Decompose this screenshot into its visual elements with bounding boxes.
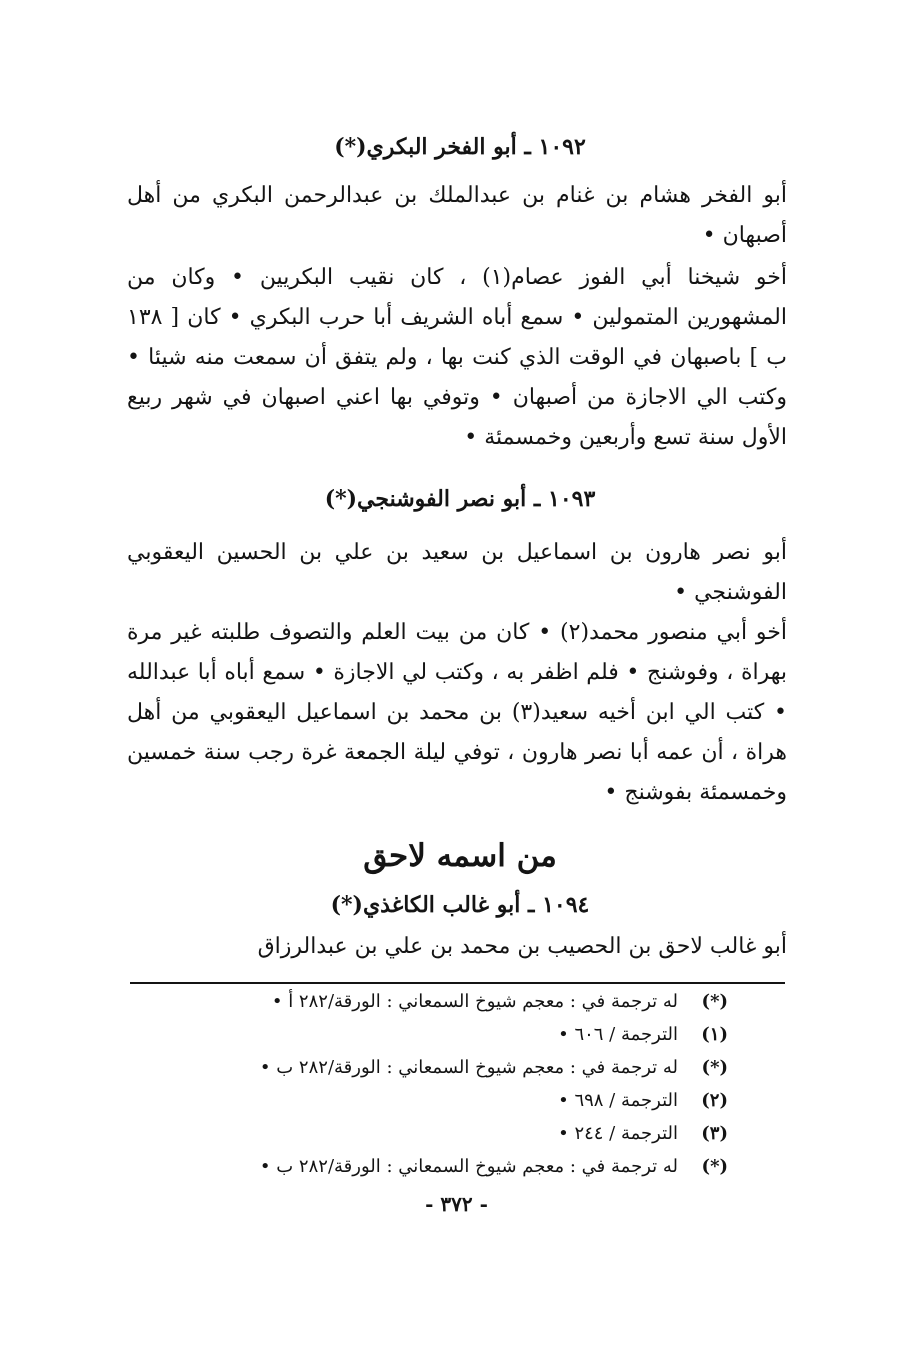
- footnote-mark: (*): [701, 991, 728, 1012]
- footnote-text: له ترجمة في : معجم شيوخ السمعاني : الورقة/٢٨٢ ب •: [259, 1156, 678, 1177]
- entry-1094-name-line: أبو غالب لاحق بن الحصيب بن محمد بن علي بن عبدالرزاق: [257, 934, 787, 959]
- footnote-text: الترجمة / ٦٩٨ •: [558, 1090, 678, 1111]
- page-number: - ٣٧٢ -: [425, 1192, 488, 1216]
- entry-1093-bio-paragraph: أخو أبي منصور محمد(٢) • كان من بيت العلم والتصوف طلبته غير مرة بهراة ، وفوشنج • فلم اظفر به ، وكتب لي الاجازة • سمع أباه أبا عبدالله • كتب الي ابن أخيه سعيد(٣) بن محمد بن اسماعيل اليعقوبي من أهل هراة ، أن عمه أبا نصر هارون ، توفي ليلة الجمعة غرة رجب سنة خمسين وخمسمئة بفوشنج •: [127, 620, 787, 805]
- entry-1092-heading: ١٠٩٢ ـ أبو الفخر البكري(*): [334, 134, 586, 160]
- entry-1092-bio-paragraph: أخو شيخنا أبي الفوز عصام(١) ، كان نقيب البكريين • وكان من المشهورين المتمولين • سمع أباه الشريف أبا حرب البكري • كان [ ١٣٨ ب ] باصبهان في الوقت الذي كنت بها ، ولم يتفق أن سمعت منه شيئا • وكتب الي الاجازة من أصبهان • وتوفي بها اعني اصبهان في شهر ربيع الأول سنة تسع وأربعين وخمسمئة •: [127, 265, 787, 450]
- footnote-item: [128, 1084, 728, 1117]
- footnote-mark: (*): [701, 1057, 728, 1078]
- entry-1093-heading: ١٠٩٣ ـ أبو نصر الفوشنجي(*): [324, 486, 596, 512]
- entry-1092-name-paragraph: أبو الفخر هشام بن غنام بن عبدالملك بن عبدالرحمن البكري من أهل أصبهان •: [127, 183, 787, 248]
- footnote-mark: (٢): [701, 1090, 728, 1111]
- footnote-mark: (٣): [701, 1123, 728, 1144]
- footnote-mark: (*): [701, 1156, 728, 1177]
- footnote-item: [128, 1150, 728, 1183]
- entry-1094-heading: ١٠٩٤ ـ أبو غالب الكاغذي(*): [330, 892, 590, 918]
- footnote-mark: (١): [701, 1024, 728, 1045]
- footnote-divider: [130, 982, 785, 984]
- entry-1093-name-paragraph: أبو نصر هارون بن اسماعيل بن سعيد بن علي بن الحسين اليعقوبي الفوشنجي •: [127, 540, 787, 605]
- footnotes: [128, 985, 728, 1183]
- footnote-item: [128, 1117, 728, 1150]
- footnote-item: [128, 1018, 728, 1051]
- section-title: من اسمه لاحق: [363, 838, 557, 874]
- footnote-text: له ترجمة في : معجم شيوخ السمعاني : الورقة/٢٨٢ أ •: [271, 991, 678, 1012]
- footnote-item: [128, 1051, 728, 1084]
- footnote-text: الترجمة / ٢٤٤ •: [558, 1123, 678, 1144]
- footnote-item: [128, 985, 728, 1018]
- footnote-text: له ترجمة في : معجم شيوخ السمعاني : الورقة/٢٨٢ ب •: [259, 1057, 678, 1078]
- footnote-text: الترجمة / ٦٠٦ •: [558, 1024, 678, 1045]
